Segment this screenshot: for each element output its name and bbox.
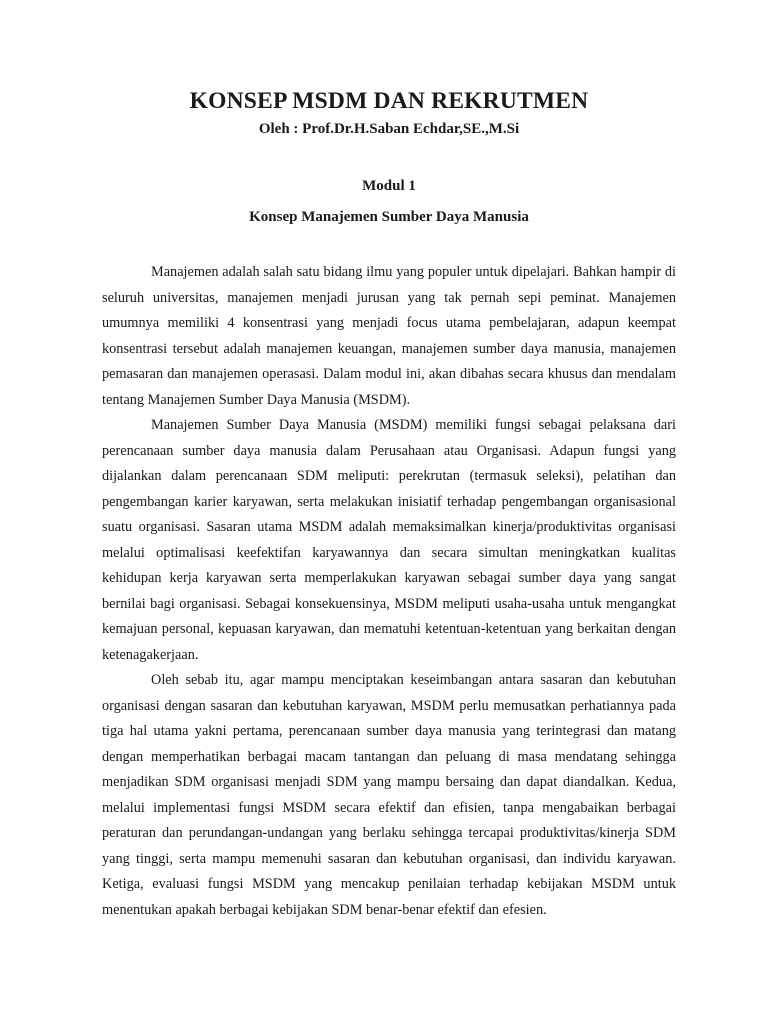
document-author: Oleh : Prof.Dr.H.Saban Echdar,SE.,M.Si xyxy=(258,121,520,137)
module-subtitle: Konsep Manajemen Sumber Daya Manusia xyxy=(249,209,529,225)
paragraph-3: Oleh sebab itu, agar mampu menciptakan keseimbangan antara sasaran dan kebutuhan organisasi dengan sasaran dan kebutuhan karyawan, MSDM perlu memusatkan perhatiannya pada tiga hal utama yakni pertama, perencanaan sumber daya manusia yang terintegrasi dan matang dengan memperhatikan berbagai macam tantangan dan peluang di masa mendatang sehingga menjadikan SDM organisasi menjadi SDM yang mampu bersaing dan dapat diandalkan. Kedua, melalui implementasi fungsi MSDM secara efektif dan efisien, tanpa mengabaikan berbagai peraturan dan perundangan-undangan yang berlaku sehingga tercapai produktivitas/kinerja SDM yang tinggi, serta mampu memenuhi sasaran dan kebutuhan organisasi, dan individu karyawan. Ketiga, evaluasi fungsi MSDM yang mencakup penilaian terhadap kebijakan MSDM untuk menentukan apakah berbagai kebijakan SDM benar-benar efektif dan efesien. xyxy=(102,672,676,918)
paragraph-1: Manajemen adalah salah satu bidang ilmu yang populer untuk dipelajari. Bahkan hampir di seluruh universitas, manajemen menjadi jurusan yang tak pernah sepi peminat. Manajemen umumnya memiliki 4 konsentrasi yang menjadi focus utama pembelajaran, adapun keempat konsentrasi tersebut adalah manajemen keuangan, manajemen sumber daya manusia, manajemen pemasaran dan manajemen operasasi. Dalam modul ini, akan dibahas secara khusus dan mendalam tentang Manajemen Sumber Daya Manusia (MSDM). xyxy=(102,264,676,408)
module-heading: Modul 1 xyxy=(362,178,416,194)
paragraph-2: Manajemen Sumber Daya Manusia (MSDM) memiliki fungsi sebagai pelaksana dari perencanaan sumber daya manusia dalam Perusahaan atau Organisasi. Adapun fungsi yang dijalankan dalam perencanaan SDM meliputi: perekrutan (termasuk seleksi), pelatihan dan pengembangan karier karyawan, serta melakukan inisiatif terhadap pengembangan organisasional suatu organisasi. Sasaran utama MSDM adalah memaksimalkan kinerja/produktivitas organisasi melalui optimalisasi keefektifan karyawannya dan secara simultan meningkatkan kualitas kehidupan kerja karyawan serta memperlakukan karyawan sebagai sumber daya yang sangat bernilai bagi organisasi. Sebagai konsekuensinya, MSDM meliputi usaha-usaha untuk mengangkat kemajuan personal, kepuasan karyawan, dan mematuhi ketentuan-ketentuan yang berkaitan dengan ketenagakerjaan. xyxy=(102,417,676,663)
document-title: KONSEP MSDM DAN REKRUTMEN xyxy=(189,88,589,114)
document-body xyxy=(102,260,676,923)
